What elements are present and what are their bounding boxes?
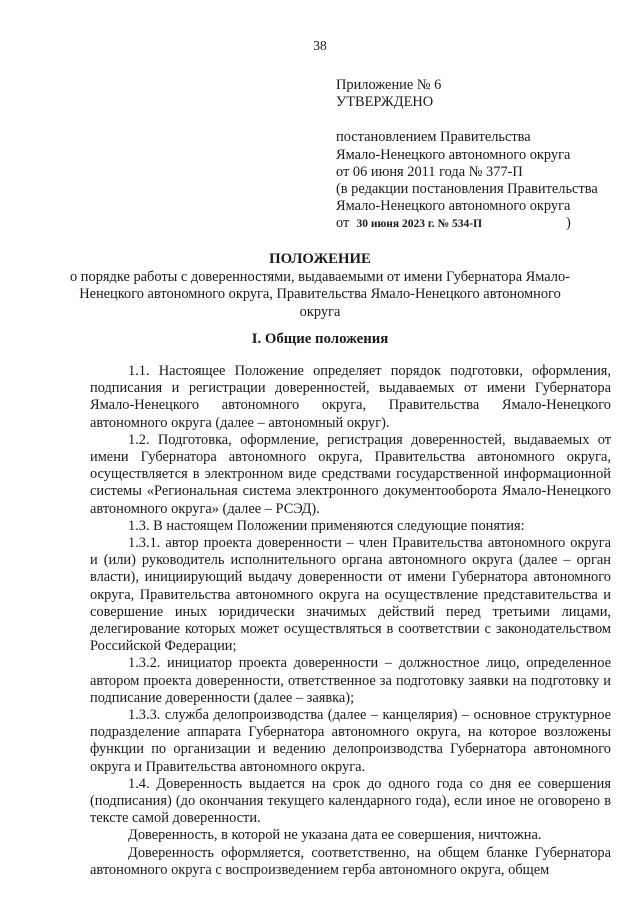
approved-label: УТВЕРЖДЕНО [336, 94, 434, 111]
paragraph-date-rule: Доверенность, в которой не указана дата ее совершения, ничтожна. [128, 827, 542, 844]
paragraph-1-4: 1.4. Доверенность выдается на срок до одного года со дня ее совершения (подписания) (до окончания текущего календарного года), если иное не оговорено в тексте самой доверенности. [90, 775, 611, 827]
document-heading: ПОЛОЖЕНИЕ [269, 251, 371, 267]
amendment-line: (в редакции постановления Правительства [336, 181, 598, 198]
paragraph-1-3-2: 1.3.2. инициатор проекта доверенности – должностное лицо, определенное автором проекта доверенности, ответственное за подготовку заявки на подготовку и подписание доверенности (далее – заявка); [90, 655, 611, 706]
approval-block [336, 77, 626, 234]
approved-by-line: Ямало-Ненецкого автономного округа [336, 146, 571, 163]
amendment-date-line [336, 215, 626, 233]
page-number: 38 [313, 38, 327, 53]
paragraph-1-2: 1.2. Подготовка, оформление, регистрация доверенностей, выдаваемых от имени Губернатора автономного округа, Правительства автономного округа, осуществляется в электронном виде средствами государственной информационной системы «Региональная система электронного документооборота Ямало-Ненецкого автономного округа» (далее – РСЭД). [90, 431, 611, 517]
section-heading: I. Общие положения [251, 331, 389, 347]
document-title-block [60, 251, 580, 321]
paragraph-form-rule: Доверенность оформляется, соответственно, на общем бланке Губернатора автономного округа с воспроизведением герба автономного округа, общем [90, 844, 611, 878]
amendment-prefix: от [336, 215, 350, 232]
paragraph-1-3: 1.3. В настоящем Положении применяются следующие понятия: [128, 517, 525, 534]
document-body [90, 363, 611, 879]
approved-by-line: постановлением Правительства [336, 129, 531, 146]
paragraph-1-1: 1.1. Настоящее Положение определяет порядок подготовки, оформления, подписания и регистрации доверенностей, выдаваемых от имени Губернатора Ямало-Ненецкого автономного округа, Правительства Ямало-Ненецкого автономного округа (далее – автономный округ). [90, 363, 611, 431]
approved-by-line: от 06 июня 2011 года № 377-П [336, 163, 523, 180]
paragraph-1-3-3: 1.3.3. служба делопроизводства (далее – канцелярия) – основное структурное подразделение аппарата Губернатора автономного округа, на которое возложены функции по организации и ведению делопроизводства Губернатора автономного округа и Правительства автономного округа. [90, 707, 611, 775]
amendment-close: ) [566, 215, 571, 232]
paragraph-1-3-1: 1.3.1. автор проекта доверенности – член Правительства автономного округа и (или) руководитель исполнительного органа автономного округа (далее – орган власти), инициирующий выдачу доверенности от имени Губернатора автономного округа, Правительства автономного округа на осуществление представительства и совершение иных юридически значимых действий перед третьими лицами, делегирование которых может осуществляться в соответствии с законодательством Российской Федерации; [90, 535, 611, 655]
appendix-label: Приложение № 6 [336, 77, 442, 93]
document-subtitle: о порядке работы с доверенностями, выдаваемыми от имени Губернатора Ямало-Ненецкого автономного округа, Правительства Ямало-Ненецкого автономного округа [70, 269, 570, 320]
amendment-line: Ямало-Ненецкого автономного округа [336, 198, 571, 215]
amendment-date: 30 июня 2023 г. № 534-П [356, 218, 483, 231]
